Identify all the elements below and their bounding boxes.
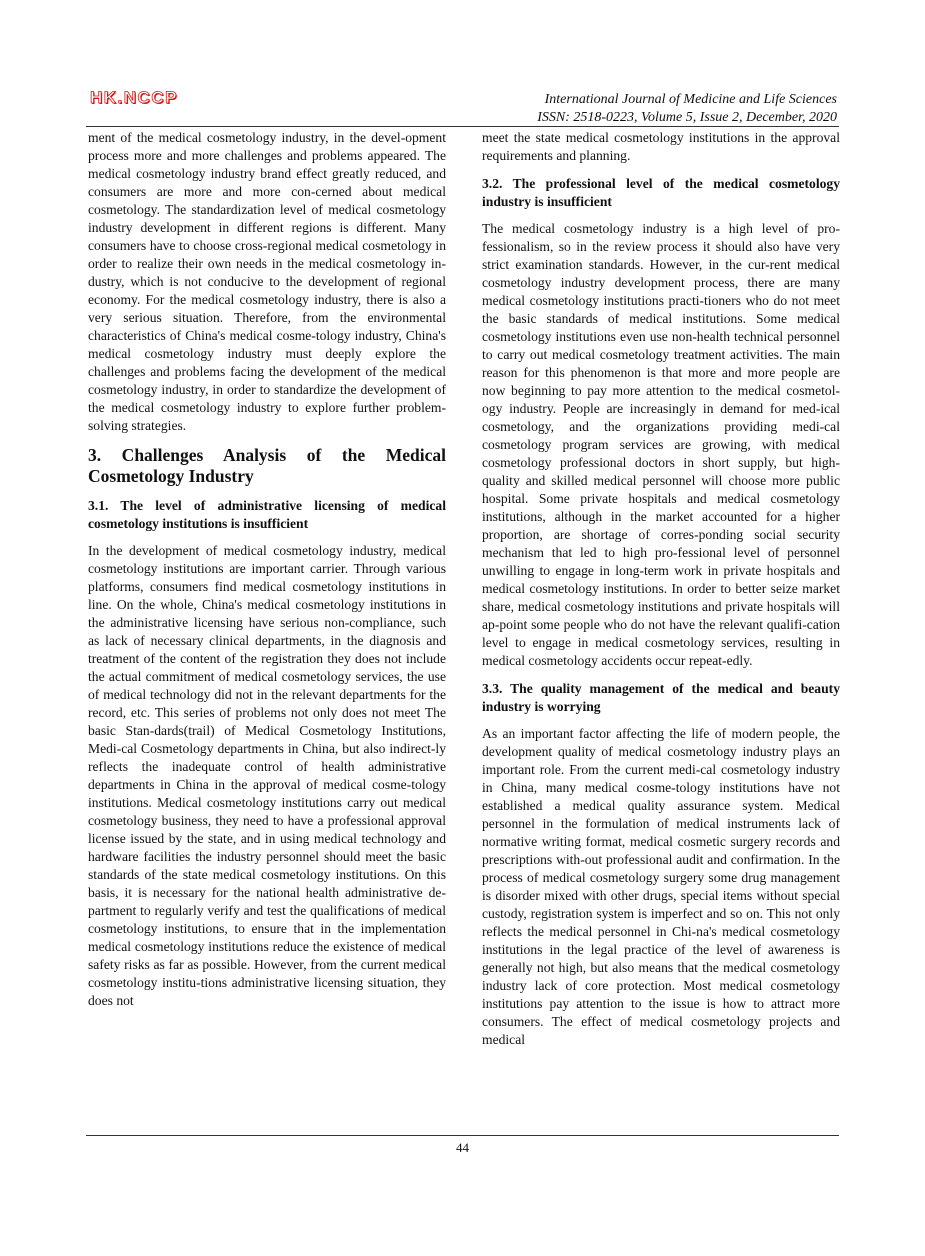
paragraph-3-2: The medical cosmetology industry is a high level of pro-fessionalism, so in the review process it should also have very strict examination standards. However, in the cur-rent medical cosmetology industry development process, there are many medical cosmetology institutions practi-tioners who do not meet the basic standards of medical institutions. Some medical cosmetology institutions even use non-health technical personnel to carry out medical cosmetology treatment activities. The main reason for this phenomenon is that more and more people are now beginning to pay more attention to the medical cosmetol-ogy industry. People are increasingly in demand for med-ical cosmetology, and the organizations providing medi-cal cosmetology program services are growing, with medical cosmetology professional doctors in short supply, but high-quality and skilled medical personnel will choose more public hospital. Some private hospitals and medical cosmetology institutions, although in the market accounted for a higher proportion, are shortage of corres-ponding social security mechanism that led to high pro-fessional level of personnel unwilling to engage in long-term work in private hospitals and medical cosmetology institutions. In order to better seize market share, medical cosmetology institutions and private hospitals will ap-point some people who do not have the relevant qualifi-cation level to engage in medical cosmetology services, resulting in medical cosmetology accidents occur repeat-edly. xyxy=(482,221,840,668)
subsection-heading-3-1: 3.1. The level of administrative licensing of medical cosmetology institutions is insufficient xyxy=(88,498,446,531)
journal-logo: HK.NCCP xyxy=(90,88,178,107)
paragraph-3-1-continued: meet the state medical cosmetology institutions in the approval requirements and planning. xyxy=(482,130,840,163)
footer-divider xyxy=(86,1135,839,1136)
journal-issn: ISSN: 2518-0223, Volume 5, Issue 2, December, 2020 xyxy=(537,110,837,125)
header-divider xyxy=(86,126,839,127)
left-column xyxy=(88,129,446,1019)
section-heading-3: 3. Challenges Analysis of the Medical Cosmetology Industry xyxy=(88,445,446,486)
subsection-heading-3-3: 3.3. The quality management of the medical and beauty industry is worrying xyxy=(482,681,840,714)
subsection-heading-3-2: 3.2. The professional level of the medical cosmetology industry is insufficient xyxy=(482,176,840,209)
right-column xyxy=(482,129,840,1058)
journal-title: International Journal of Medicine and Life Sciences xyxy=(544,92,837,107)
paragraph-intro-continued: ment of the medical cosmetology industry, in the devel-opment process more and more challenges and problems appeared. The medical cosmetology industry brand effect greatly reduced, and consumers are more and more con-cerned about medical cosmetology. The standardization level of medical cosmetology industry development in different regions is different. Many consumers have to choose cross-regional medical cosmetology in order to realize their own needs in the medical cosmetology in-dustry, which is not conducive to the development of regional economy. For the medical cosmetology industry, there is also a very serious situation. Therefore, from the environmental characteristics of China's medical cosme-tology industry, China's medical cosmetology industry must deeply explore the challenges and problems facing the development of the medical cosmetology industry, in order to standardize the development of the medical cosmetology industry to explore further problem-solving strategies. xyxy=(88,130,446,433)
journal-header xyxy=(537,91,837,127)
paragraph-3-1: In the development of medical cosmetology industry, medical cosmetology institutions are important carrier. Through various platforms, consumers find medical cosmetology institutions in line. On the whole, China's medical cosmetology institutions in the administrative licensing have serious non-compliance, such as lack of necessary clinical departments, in the diagnosis and treatment of the content of the registration they does not include the actual commitment of medical cosmetology services, the use of medical technology did not in the relevant departments for the record, etc. This series of problems not only does not meet The basic Stan-dards(trail) of Medical Cosmetology Institutions, Medi-cal Cosmetology departments in China, but also indirect-ly reflects the inadequate control of health administrative departments in China in the approval of medical cosme-tology institutions. Medical cosmetology institutions carry out medical cosmetology business, they need to have a professional approval license issued by the state, and in using medical technology and hardware facilities the industry personnel should meet the basic standards of the state medical cosmetology institutions. On this basis, it is necessary for the national health administrative de-partment to regularly verify and test the qualifications of medical cosmetology institutions, to ensure that in the implementation medical cosmetology institutions reduce the existence of medical safety risks as far as possible. However, from the current medical cosmetology institu-tions administrative licensing situation, they does not xyxy=(88,543,446,1008)
page-number: 44 xyxy=(456,1140,469,1155)
paragraph-3-3: As an important factor affecting the life of modern people, the development quality of medical cosmetology industry plays an important role. From the current medi-cal cosmetology industry in China, many medical cosme-tology institutions have not established a medical quality assurance system. Medical personnel in the formulation of medical instruments lack of normative writing format, medical cosmetic surgery records and prescriptions with-out professional audit and confirmation. In the process of medical cosmetology surgery some drug management is disorder mixed with other drugs, special items without special custody, registration system is imperfect and so on. This not only reflects the medical personnel in Chi-na's medical cosmetology institutions in the legal practice of the level of awareness is generally not high, but also means that the medical cosmetology industry lack of core protection. Most medical cosmetology institutions pay attention to the issue is how to attract more consumers. The effect of medical cosmetology projects and medical xyxy=(482,726,840,1047)
